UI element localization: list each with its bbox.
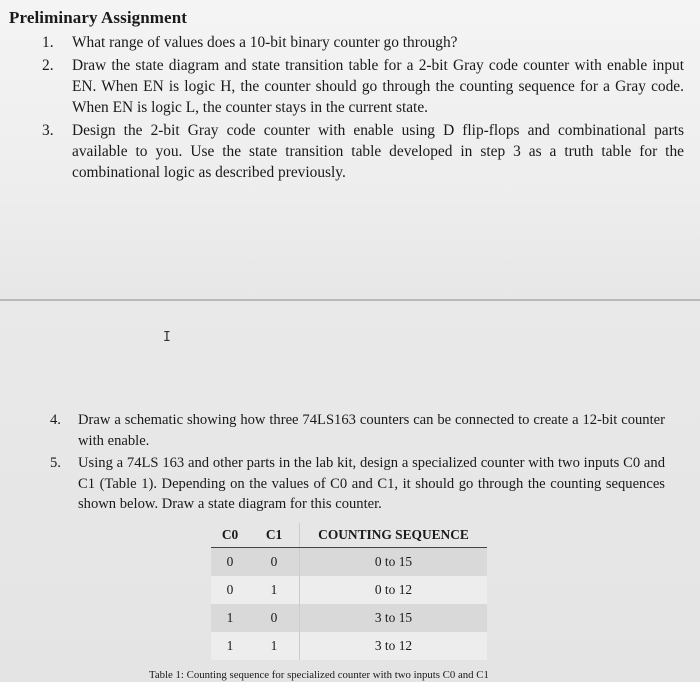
question-4 [50, 410, 665, 451]
question-number: 3. [42, 122, 54, 139]
text-cursor-icon: I [163, 330, 171, 345]
question-3 [42, 120, 684, 183]
table-caption: Table 1: Counting sequence for specialized counter with two inputs C0 and C1 [149, 669, 489, 681]
cell-c0: 1 [211, 604, 249, 632]
question-text: Using a 74LS 163 and other parts in the lab kit, design a specialized counter with two inputs C0 and C1 (Table 1). Depending on the values of C0 and C1, it should go through the counting sequences shown below. Draw a state diagram for this counter. [78, 455, 665, 512]
cell-sequence: 3 to 15 [300, 604, 488, 632]
question-number: 2. [42, 57, 54, 74]
counting-sequence-table [211, 523, 487, 660]
question-text: What range of values does a 10-bit binary counter go through? [72, 34, 458, 51]
cell-c1: 0 [249, 604, 300, 632]
question-list-bottom [50, 410, 665, 517]
question-text: Draw a schematic showing how three 74LS163 counters can be connected to create a 12-bit counter with enable. [78, 412, 665, 449]
cell-c1: 1 [249, 576, 300, 604]
cell-c0: 0 [211, 548, 249, 577]
cell-c0: 1 [211, 632, 249, 660]
question-list-top [42, 32, 684, 185]
cell-sequence: 0 to 12 [300, 576, 488, 604]
cell-c1: 1 [249, 632, 300, 660]
table-row [211, 604, 487, 632]
header-c0: C0 [211, 523, 249, 548]
question-number: 4. [50, 412, 61, 428]
page-title: Preliminary Assignment [9, 8, 188, 27]
cell-sequence: 0 to 15 [300, 548, 488, 577]
question-number: 1. [42, 34, 54, 51]
table-row [211, 632, 487, 660]
question-text: Design the 2-bit Gray code counter with enable using D flip-flops and combinational parts available to you. Use the state transition table developed in step 3 as a truth table for the combinational logic as described previously. [72, 122, 684, 181]
question-number: 5. [50, 455, 61, 471]
question-text: Draw the state diagram and state transition table for a 2-bit Gray code counter with enable input EN. When EN is logic H, the counter should go through the counting sequence for a Gray code. When EN is logic L, the counter stays in the current state. [72, 57, 684, 116]
cell-c1: 0 [249, 548, 300, 577]
table-header-row [211, 523, 487, 548]
question-5 [50, 453, 665, 515]
table-row [211, 576, 487, 604]
table-row [211, 548, 487, 577]
header-c1: C1 [249, 523, 300, 548]
cell-sequence: 3 to 12 [300, 632, 488, 660]
question-2 [42, 55, 684, 118]
header-counting-sequence: COUNTING SEQUENCE [300, 523, 488, 548]
cell-c0: 0 [211, 576, 249, 604]
question-1 [42, 32, 684, 53]
